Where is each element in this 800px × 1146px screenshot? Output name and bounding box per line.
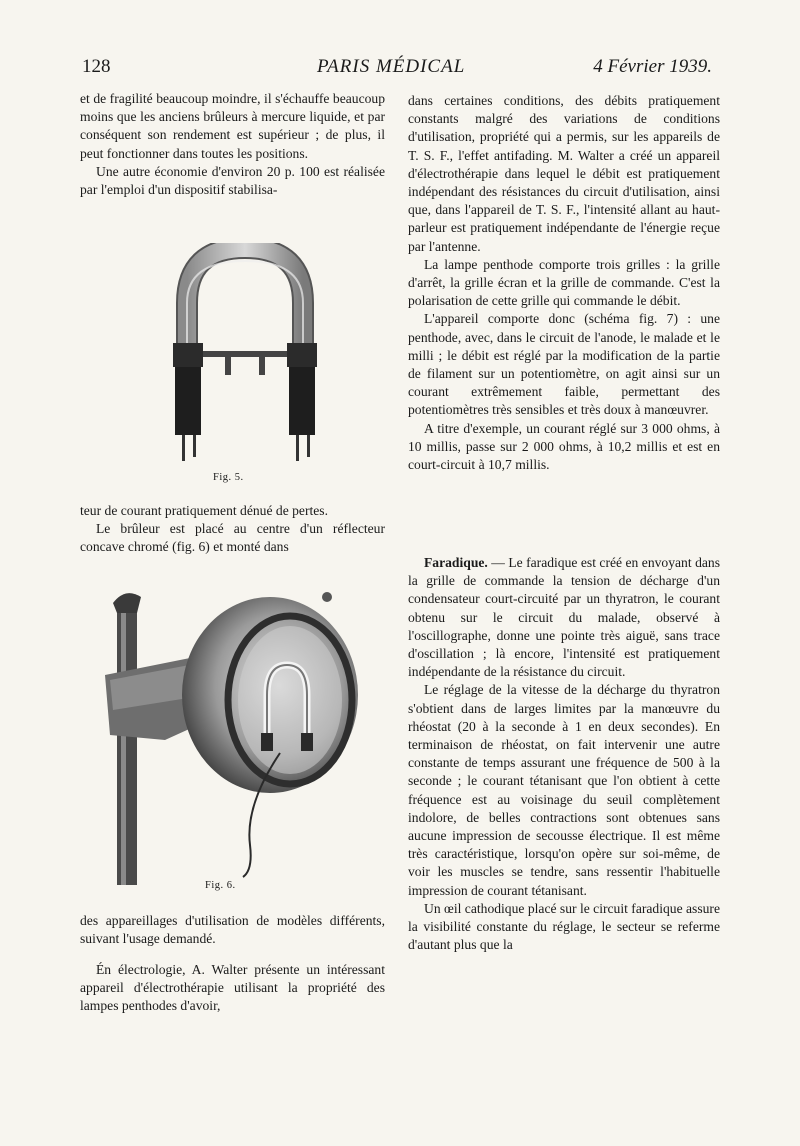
figure-5-caption: Fig. 5. [213, 472, 244, 483]
paragraph: Un œil cathodique placé sur le circuit faradique assure la visibilité constante du réglage, le secteur se referme d'autant plus que la [408, 900, 720, 953]
journal-title: PARIS MÉDICAL [317, 56, 466, 77]
paragraph: Én électrologie, A. Walter présente un intéressant appareil d'électrothérapie utilisant la propriété des lampes penthodes d'avoir, [80, 962, 385, 1014]
paragraph: des appareillages d'utilisation de modèles différents, suivant l'usage demandé. [80, 913, 385, 947]
issue-date: 4 Février 1939. [593, 56, 712, 77]
paragraph: L'appareil comporte donc (schéma fig. 7) : une penthode, avec, dans le circuit de l'anode, le malade et le milli ; le débit est réglé par la modification de la partie de filament sur un potentiomètre, on agit ainsi sur un courant extrêmement faible, permettant des potentiomètres très sensibles et très doux à manœuvrer. [408, 311, 720, 418]
left-text-block-4 [80, 961, 385, 1016]
page-header [82, 56, 712, 82]
paragraph: teur de courant pratiquement dénué de pertes. [80, 503, 328, 518]
figure-5-uv-burner [165, 243, 325, 473]
paragraph [408, 554, 720, 681]
section-heading-faradique: Faradique. [424, 555, 488, 570]
left-text-block-2 [80, 502, 385, 557]
paragraph-text: — Le faradique est créé en envoyant dans la grille de commande la tension de décharge d'un condensateur court-circuité par un thyratron, le courant obtenu sur le circuit du malade, observé à l'oscillographe, donne une pointe très aiguë, sans trace d'oscillation ; là encore, l'intensité est pratiquement indépendante de la résistance du circuit. [408, 555, 720, 680]
reflector-lamp-illustration [95, 585, 365, 885]
page-number: 128 [82, 56, 111, 77]
left-text-block-1 [80, 90, 385, 199]
paragraph: et de fragilité beaucoup moindre, il s'échauffe beaucoup moins que les anciens brûleurs à mercure liquide, et par conséquent son rendement est supérieur ; de plus, il peut fonctionner dans toutes les positions. [80, 91, 385, 161]
right-text-block-1 [408, 92, 720, 474]
figure-6-caption: Fig. 6. [205, 880, 236, 891]
paragraph: La lampe penthode comporte trois grilles : la grille d'arrêt, la grille écran et la grille de commande. C'est la polarisation de cette grille qui commande le débit. [408, 256, 720, 309]
paragraph: Le réglage de la vitesse de la décharge du thyratron s'obtient dans de larges limites par la manœuvre du rhéostat (20 à la seconde à 1 en deux secondes). En terminaison de rhéostat, on fait intervenir une autre constante de temps assurant une fréquence de 500 à la seconde ; le courant tétanisant que l'on obtient à cette fréquence est au voisinage du seuil complètement indolore, de belles contractions sont obtenues sans aucune impression de secousse électrique. Il est même très caractéristique, lorsqu'on opère sur soi-même, de voir les muscles se tendre, sans ressentir l'habituelle impression de courant tétanisant. [408, 682, 720, 898]
paragraph: A titre d'exemple, un courant réglé sur 3 000 ohms, à 10 millis, passe sur 2 000 ohms, à 10,2 millis et est en court-circuit à 10,7 millis. [408, 420, 720, 473]
right-text-block-2 [408, 554, 720, 954]
paragraph: Une autre économie d'environ 20 p. 100 est réalisée par l'emploi d'un dispositif stabilisa- [80, 163, 385, 198]
paragraph: Le brûleur est placé au centre d'un réflecteur concave chromé (fig. 6) et monté dans [80, 521, 385, 555]
figure-6-reflector-lamp [95, 585, 365, 885]
uv-lamp-illustration [165, 243, 325, 473]
left-text-block-3 [80, 912, 385, 948]
paragraph: dans certaines conditions, des débits pratiquement constants malgré des variations de conditions d'utilisation, propriété qui a permis, sur les appareils de T. S. F., l'effet antifading. M. Walter a créé un appareil d'électrothérapie dans lequel le débit est pratiquement indépendant des résistances du circuit d'utilisation, ainsi que, dans l'appareil de T. S. F., l'intensité allant au haut-parleur est pratiquement indépendante de l'énergie reçue par l'antenne. [408, 93, 720, 254]
